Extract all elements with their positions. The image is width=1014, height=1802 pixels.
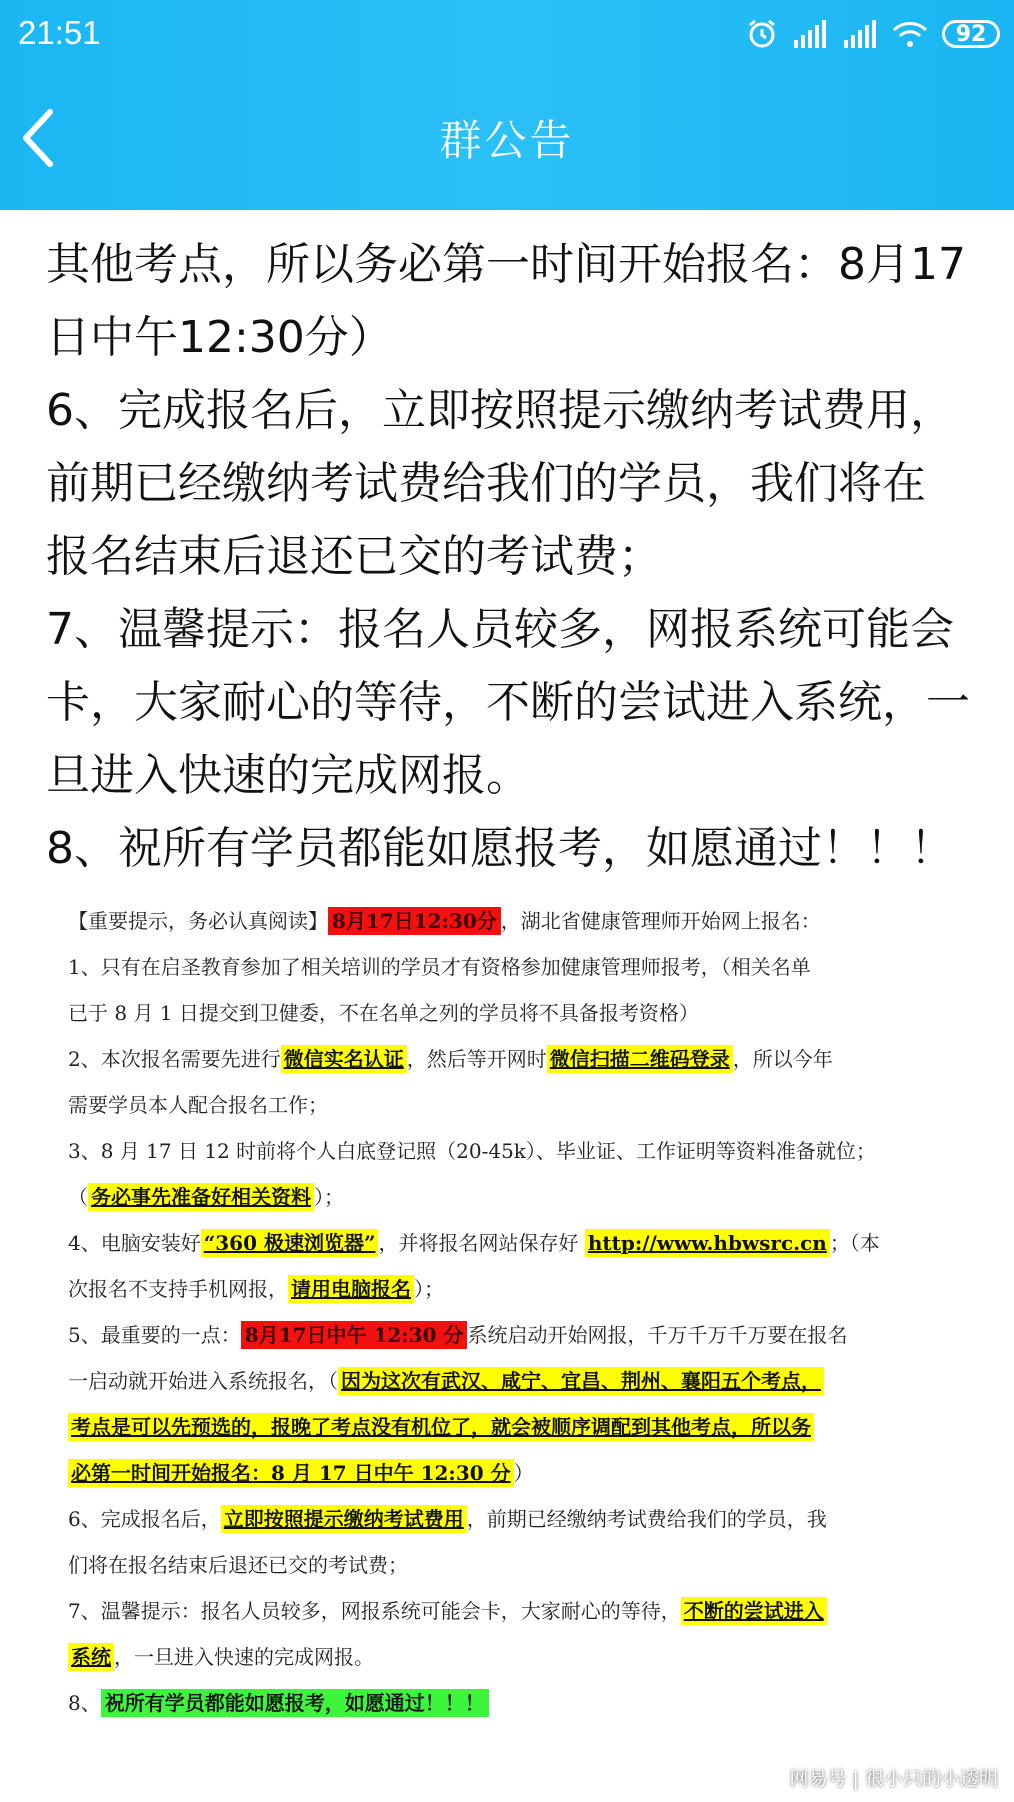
doc-text: ）: [513, 1461, 534, 1485]
announcement-line: 卡，大家耐心的等待，不断的尝试进入系统，一: [46, 677, 970, 728]
doc-text: ，并将报名网站保存好: [378, 1231, 585, 1255]
highlight-yellow: 必第一时间开始报名：8 月 17 日中午 12:30 分: [68, 1459, 514, 1487]
watermark: 网易号 | 很小只的小透明: [789, 1768, 998, 1790]
doc-line-8: [68, 1226, 880, 1260]
battery-indicator: 92: [942, 20, 1000, 48]
signal-2-icon: [842, 20, 878, 48]
doc-text: ；（本: [829, 1231, 880, 1255]
highlight-yellow: 系统: [68, 1643, 114, 1671]
status-icons: [746, 14, 1000, 54]
highlight-yellow: 微信实名认证: [281, 1045, 407, 1073]
announcement-line: 7、温馨提示：报名人员较多，网报系统可能会: [46, 604, 954, 655]
doc-text: ）；: [314, 1185, 344, 1209]
highlight-yellow: 因为这次有武汉、咸宁、宜昌、荆州、襄阳五个考点，: [338, 1367, 824, 1395]
doc-text: 【重要提示，务必认真阅读】: [68, 909, 328, 933]
announcement-line: 日中午12:30分）: [46, 312, 393, 363]
doc-text: 7、温馨提示：报名人员较多，网报系统可能会卡，大家耐心的等待，: [68, 1599, 681, 1623]
alarm-icon: [746, 18, 778, 50]
highlight-red: 8月17日中午 12:30 分: [241, 1321, 468, 1349]
doc-line-6: 3、8 月 17 日 12 时前将个人白底登记照（20-45k）、毕业证、工作证明等资料准备就位；: [68, 1139, 876, 1163]
highlight-yellow: 微信扫描二维码登录: [547, 1045, 733, 1073]
doc-line-17: [68, 1640, 374, 1674]
announcement-line: 报名结束后退还已交的考试费；: [46, 531, 662, 582]
doc-line-9: [68, 1272, 444, 1306]
highlight-red: 8月17日12:30分: [328, 907, 501, 935]
announcement-line: 旦进入快速的完成网报。: [46, 750, 530, 801]
doc-line-4: [68, 1042, 833, 1076]
announcement-text: [46, 228, 986, 885]
doc-line-10: [68, 1318, 847, 1352]
app-header: [0, 0, 1014, 210]
highlight-yellow: 立即按照提示缴纳考试费用: [221, 1505, 467, 1533]
doc-text: ，所以今年: [732, 1047, 833, 1071]
status-time: 21:51: [18, 14, 101, 51]
signal-1-icon: [792, 20, 828, 48]
doc-line-16: [68, 1594, 827, 1628]
doc-text: 5、最重要的一点：: [68, 1323, 241, 1347]
doc-text: （: [68, 1185, 88, 1209]
announcement-line: 前期已经缴纳考试费给我们的学员，我们将在: [46, 458, 926, 509]
doc-line-7: [68, 1180, 344, 1214]
doc-text: ，前期已经缴纳考试费给我们的学员，我: [466, 1507, 827, 1531]
doc-line-2: 1、只有在启圣教育参加了相关培训的学员才有资格参加健康管理师报考，（相关名单: [68, 955, 811, 979]
page-title: 群公告: [439, 116, 575, 165]
doc-text: 一启动就开始进入系统报名，（: [68, 1369, 338, 1393]
doc-line-18: [68, 1686, 489, 1720]
doc-text: ，一旦进入快速的完成网报。: [114, 1645, 374, 1669]
wifi-icon: [892, 20, 928, 48]
doc-text: 4、电脑安装好: [68, 1231, 201, 1255]
doc-text: 系统启动开始网报，千万千万千万要在报名: [467, 1323, 848, 1347]
nav-bar: [0, 90, 1014, 190]
doc-text: ，然后等开网时: [406, 1047, 547, 1071]
announcement-line: 其他考点，所以务必第一时间开始报名：8月17: [46, 239, 966, 290]
website-link[interactable]: http://www.hbwsrc.cn: [585, 1229, 830, 1257]
doc-line-1: [68, 904, 821, 938]
status-bar: [0, 0, 1014, 70]
doc-line-5: 需要学员本人配合报名工作；: [68, 1093, 328, 1117]
announcement-line: 6、完成报名后，立即按照提示缴纳考试费用，: [46, 385, 954, 436]
doc-line-15: 们将在报名结束后退还已交的考试费；: [68, 1553, 408, 1577]
attached-notice-image[interactable]: [68, 904, 958, 1802]
highlight-green: 祝所有学员都能如愿报考，如愿通过！！！: [101, 1689, 489, 1717]
highlight-yellow: 考点是可以先预选的，报晚了考点没有机位了，就会被顺序调配到其他考点，所以务: [68, 1413, 814, 1441]
announcement-line: 8、祝所有学员都能如愿报考，如愿通过！！！: [46, 823, 954, 874]
highlight-yellow: 不断的尝试进入: [681, 1597, 827, 1625]
doc-line-14: [68, 1502, 827, 1536]
doc-text: 6、完成报名后，: [68, 1507, 221, 1531]
doc-text: ）；: [414, 1277, 444, 1301]
highlight-yellow: “360 极速浏览器”: [201, 1229, 379, 1257]
doc-text: 2、本次报名需要先进行: [68, 1047, 281, 1071]
doc-line-3: 已于 8 月 1 日提交到卫健委，不在名单之列的学员将不具备报考资格）: [68, 1001, 699, 1025]
doc-line-11: [68, 1364, 824, 1398]
doc-line-13: [68, 1456, 534, 1490]
doc-text: 次报名不支持手机网报，: [68, 1277, 288, 1301]
doc-line-12: [68, 1410, 814, 1444]
highlight-yellow: 务必事先准备好相关资料: [88, 1183, 314, 1211]
highlight-yellow: 请用电脑报名: [288, 1275, 414, 1303]
doc-text: 8、: [68, 1691, 101, 1715]
doc-text: ，湖北省健康管理师开始网上报名：: [500, 909, 821, 933]
